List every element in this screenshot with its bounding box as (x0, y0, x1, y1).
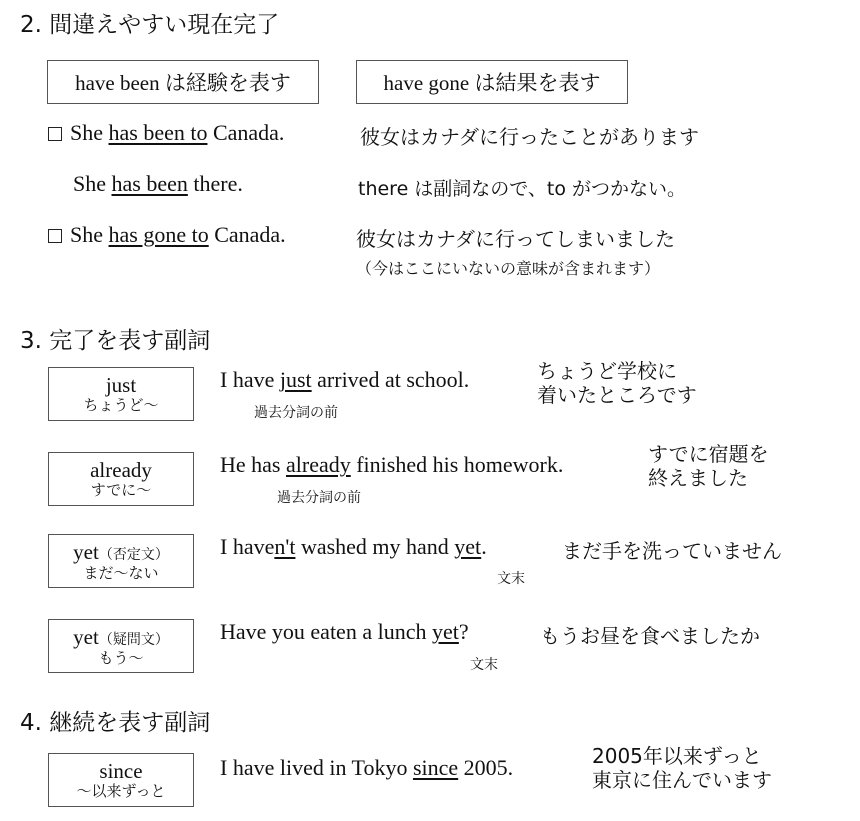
sentence-just: I have just arrived at school. (220, 367, 470, 392)
translation-been-to: 彼女はカナダに行ったことがあります (360, 125, 699, 149)
yet-negative-title: yet（否定文） (73, 540, 169, 565)
section-2-heading: 2. 間違えやすい現在完了 (20, 12, 280, 38)
underlined-phrase: has gone to (108, 222, 209, 247)
yet-negative-box (48, 534, 194, 588)
since-meaning: 〜以来ずっと (76, 782, 166, 801)
already-meaning: すでに〜 (90, 481, 152, 500)
have-been-box (47, 60, 319, 104)
yet-question-box (48, 619, 194, 673)
checkbox-icon (48, 127, 62, 141)
underlined-word: since (412, 755, 459, 780)
note-gone-meaning: （今はここにいないの意味が含まれます） (356, 259, 661, 278)
note-before-participle: 過去分詞の前 (277, 490, 361, 506)
sentence-yet-negative: I haven't washed my hand yet. (220, 534, 487, 559)
have-gone-box (356, 60, 628, 104)
sentence-yet-question: Have you eaten a lunch yet? (220, 619, 469, 644)
sentence-since: I have lived in Tokyo since 2005. (220, 755, 514, 780)
underlined-phrase: has been (111, 171, 188, 196)
example-row-been-there: She has been there. (73, 171, 243, 196)
translation-yet-question: もうお昼を食べましたか (540, 624, 760, 648)
translation-gone-to: 彼女はカナダに行ってしまいました (356, 227, 675, 251)
underlined-phrase: has been to (108, 120, 208, 145)
note-there-adverb: there は副詞なので、to がつかない。 (358, 178, 687, 200)
note-before-participle: 過去分詞の前 (254, 405, 338, 421)
translation-since: 2005年以来ずっと 東京に住んでいます (592, 744, 772, 792)
already-box (48, 452, 194, 506)
underlined-word: yet (454, 534, 482, 559)
underlined-word: already (285, 452, 351, 477)
checkbox-icon (48, 229, 62, 243)
just-meaning: ちょうど〜 (83, 396, 159, 415)
translation-already: すでに宿題を 終えました (648, 442, 769, 490)
yet-question-title: yet（疑問文） (73, 625, 169, 650)
yet-negative-meaning: まだ〜ない (83, 563, 159, 582)
have-gone-box-label: have gone は結果を表す (383, 71, 601, 95)
just-word: just (105, 373, 137, 398)
since-word: since (99, 759, 143, 784)
section-3-heading: 3. 完了を表す副詞 (20, 328, 211, 354)
note-sentence-end: 文末 (470, 657, 498, 673)
translation-just: ちょうど学校に 着いたところです (537, 359, 697, 407)
example-row-gone-to: She has gone to Canada. (48, 222, 286, 248)
section-4-heading: 4. 継続を表す副詞 (20, 710, 211, 736)
underlined-word: yet (431, 619, 459, 644)
underlined-word: just (279, 367, 312, 392)
sentence-already: He has already finished his homework. (220, 452, 564, 477)
yet-question-meaning: もう〜 (98, 648, 144, 667)
already-word: already (90, 458, 152, 483)
have-been-box-label: have been は経験を表す (75, 71, 291, 95)
note-sentence-end: 文末 (497, 571, 525, 587)
example-row-been-to: She has been to Canada. (48, 120, 284, 146)
since-box (48, 753, 194, 807)
underlined-word: n't (274, 534, 296, 559)
translation-yet-negative: まだ手を洗っていません (562, 539, 782, 563)
just-box (48, 367, 194, 421)
